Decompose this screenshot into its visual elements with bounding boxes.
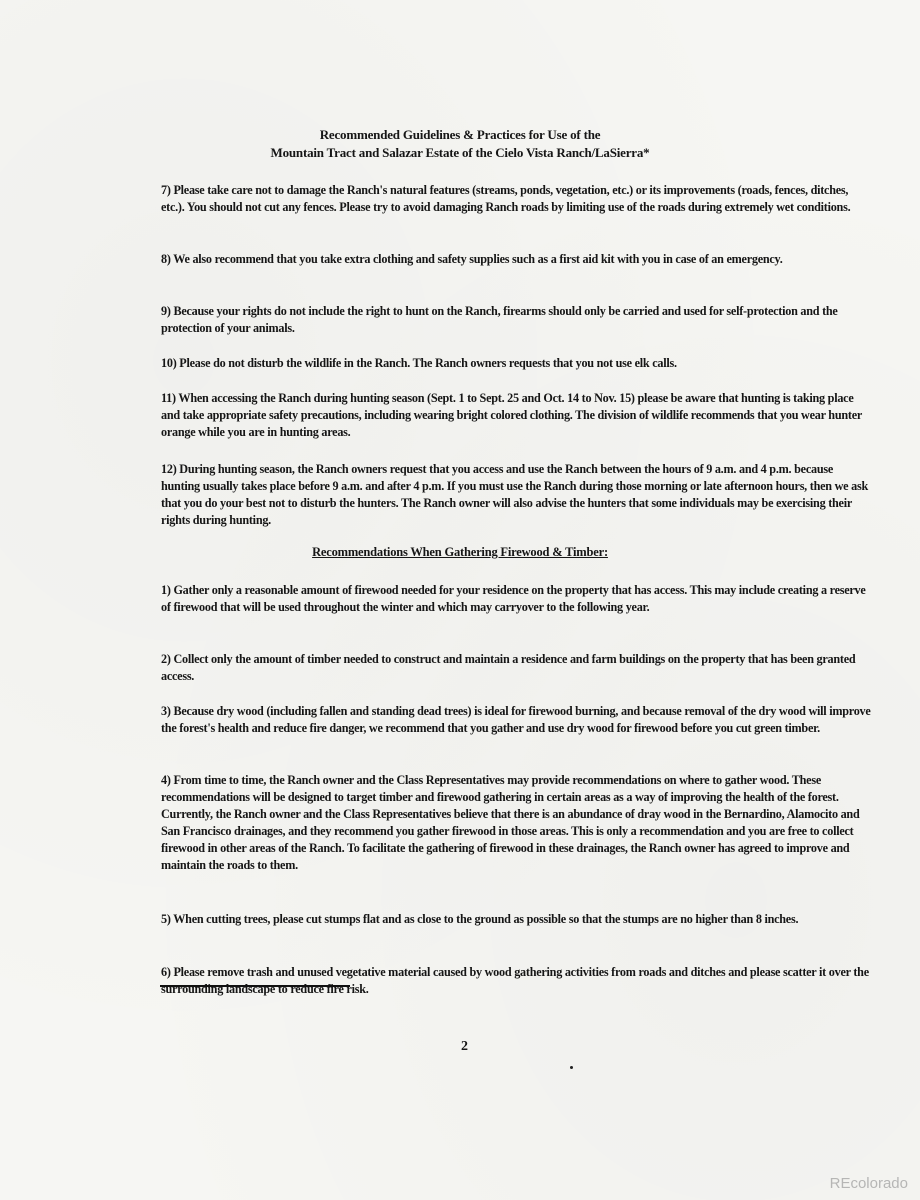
guideline-11: 11) When accessing the Ranch during hunting season (Sept. 1 to Sept. 25 and Oct. 14 to Nov. 15) please be aware that hunting is taking place and take appropriate safety precautions, including wearing bright colored clothing. The division of wildlife recommends that you wear hunter orange while you are in hunting areas. — [161, 391, 862, 439]
document-title-line-2: Mountain Tract and Salazar Estate of the Cielo Vista Ranch/LaSierra* — [270, 145, 650, 160]
document-title-line-1: Recommended Guidelines & Practices for Use of the — [319, 127, 601, 142]
firewood-item-6: 6) Please remove trash and unused vegetative material caused by wood gathering activities from roads and ditches and please scatter it over the surrounding landscape to reduce fire risk. — [161, 965, 869, 996]
guideline-12: 12) During hunting season, the Ranch owners request that you access and use the Ranch between the hours of 9 a.m. and 4 p.m. because hunting usually takes place before 9 a.m. and after 4 p.m. If you must use the Ranch during those morning or late afternoon hours, then we ask that you do your best not to disturb the hunters. The Ranch owner will also advise the hunters that some individuals may be exercising their rights during hunting. — [161, 462, 868, 527]
firewood-item-4: 4) From time to time, the Ranch owner and the Class Representatives may provide recommendations on where to gather wood. These recommendations will be designed to target timber and firewood gathering in certain areas as a way of improving the health of the forest. Currently, the Ranch owner and the Class Representatives believe that there is an abundance of dray wood in the Bernardino, Alamocito and San Francisco drainages, and they recommend you gather firewood in those areas. This is only a recommendation and you are free to collect firewood in other areas of the Ranch. To facilitate the gathering of firewood in these drainages, the Ranch owner has agreed to improve and maintain the roads to them. — [161, 773, 860, 872]
firewood-item-3: 3) Because dry wood (including fallen and standing dead trees) is ideal for firewood burning, and because removal of the dry wood will improve the forest's health and reduce fire danger, we recommend that you gather and use dry wood for firewood before you cut green timber. — [161, 704, 871, 735]
watermark: REcolorado — [829, 1175, 908, 1192]
firewood-item-2: 2) Collect only the amount of timber needed to construct and maintain a residence and farm buildings on the property that has been granted access. — [161, 652, 856, 683]
firewood-item-1: 1) Gather only a reasonable amount of firewood needed for your residence on the property that has access. This may include creating a reserve of firewood that will be used throughout the winter and which may carryover to the following year. — [161, 583, 866, 614]
guideline-8: 8) We also recommend that you take extra clothing and safety supplies such as a first aid kit with you in case of an emergency. — [161, 252, 783, 266]
page-number: 2 — [461, 1039, 468, 1054]
firewood-item-5: 5) When cutting trees, please cut stumps flat and as close to the ground as possible so that the stumps are no higher than 8 inches. — [161, 912, 799, 926]
guideline-10: 10) Please do not disturb the wildlife in the Ranch. The Ranch owners requests that you not use elk calls. — [161, 356, 677, 370]
guideline-7: 7) Please take care not to damage the Ranch's natural features (streams, ponds, vegetation, etc.) or its improvements (roads, fences, ditches, etc.). You should not cut any fences. Please try to avoid damaging Ranch roads by limiting use of the roads during extremely wet conditions. — [161, 183, 851, 214]
guideline-9: 9) Because your rights do not include the right to hunt on the Ranch, firearms should only be carried and used for self-protection and the protection of your animals. — [161, 304, 838, 335]
footnote-divider — [160, 985, 350, 987]
scan-speck — [570, 1066, 573, 1069]
firewood-section-heading: Recommendations When Gathering Firewood & Timber: — [312, 545, 608, 559]
